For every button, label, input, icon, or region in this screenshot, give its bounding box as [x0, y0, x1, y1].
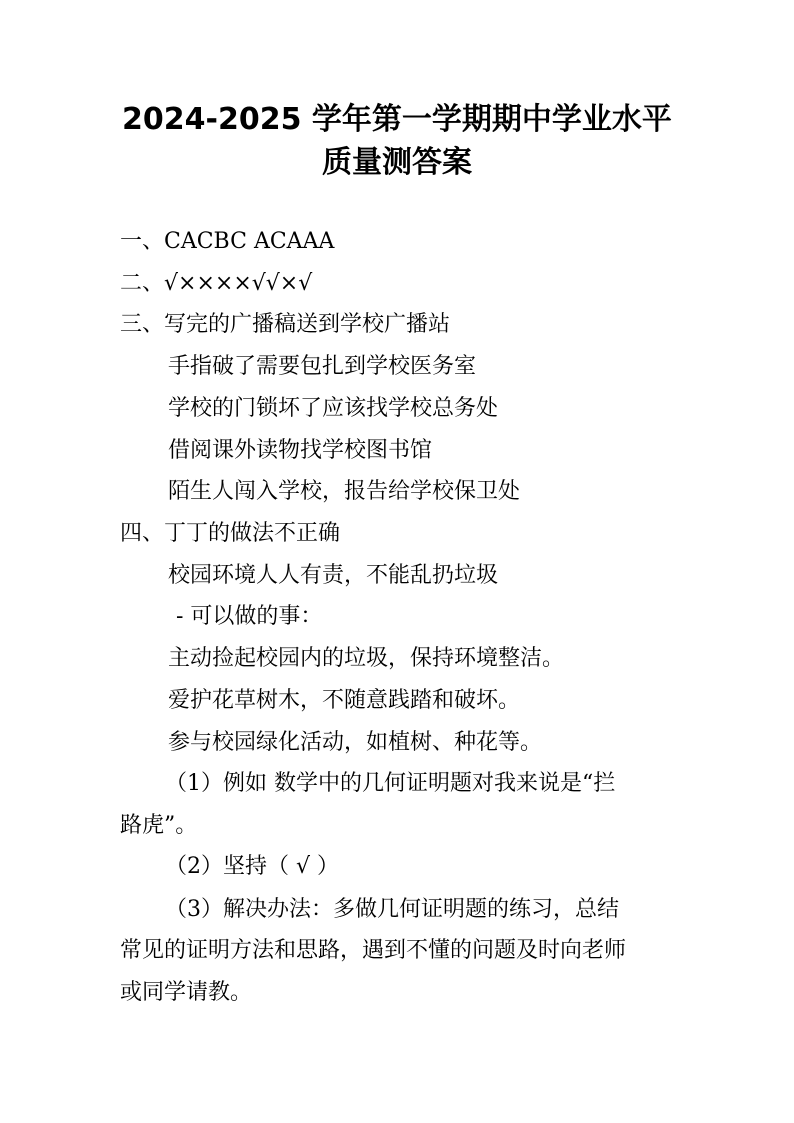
page-title-line-1: 2024-2025 学年第一学期期中学业水平 [122, 102, 672, 137]
section-4-line: 爱护花草树木，不随意践踏和破坏。 [168, 688, 521, 713]
question-2-text: （2）坚持（ √ ） [165, 854, 340, 879]
section-1-answers: 一、CACBC ACAAA [120, 229, 335, 254]
section-3-item: 陌生人闯入学校，报告给学校保卫处 [168, 479, 521, 504]
question-1-text-continued: 路虎”。 [120, 813, 198, 838]
question-3-text-end: 或同学请教。 [120, 980, 253, 1005]
section-3-item: 学校的门锁坏了应该找学校总务处 [168, 396, 499, 421]
question-3-text: （3）解决办法：多做几何证明题的练习，总结 [165, 897, 619, 922]
question-3-text-continued: 常见的证明方法和思路，遇到不懂的问题及时向老师 [120, 938, 627, 963]
section-3-item: 手指破了需要包扎到学校医务室 [168, 354, 477, 379]
page-title-line-2: 质量测答案 [322, 145, 472, 180]
section-4-line: 参与校园绿化活动，如植树、种花等。 [168, 730, 543, 755]
section-2-answers: 二、√××××√√×√ [120, 271, 313, 296]
question-1-text: （1）例如 数学中的几何证明题对我来说是“拦 [165, 771, 616, 796]
section-4-line: 主动捡起校园内的垃圾，保持环境整洁。 [168, 646, 565, 671]
section-4-line: 校园环境人人有责，不能乱扔垃圾 [168, 563, 499, 588]
section-3-heading: 三、写完的广播稿送到学校广播站 [120, 312, 451, 337]
section-4-heading: 四、丁丁的做法不正确 [120, 521, 341, 546]
section-4-line: - 可以做的事： [176, 604, 323, 629]
section-3-item: 借阅课外读物找学校图书馆 [168, 438, 433, 463]
